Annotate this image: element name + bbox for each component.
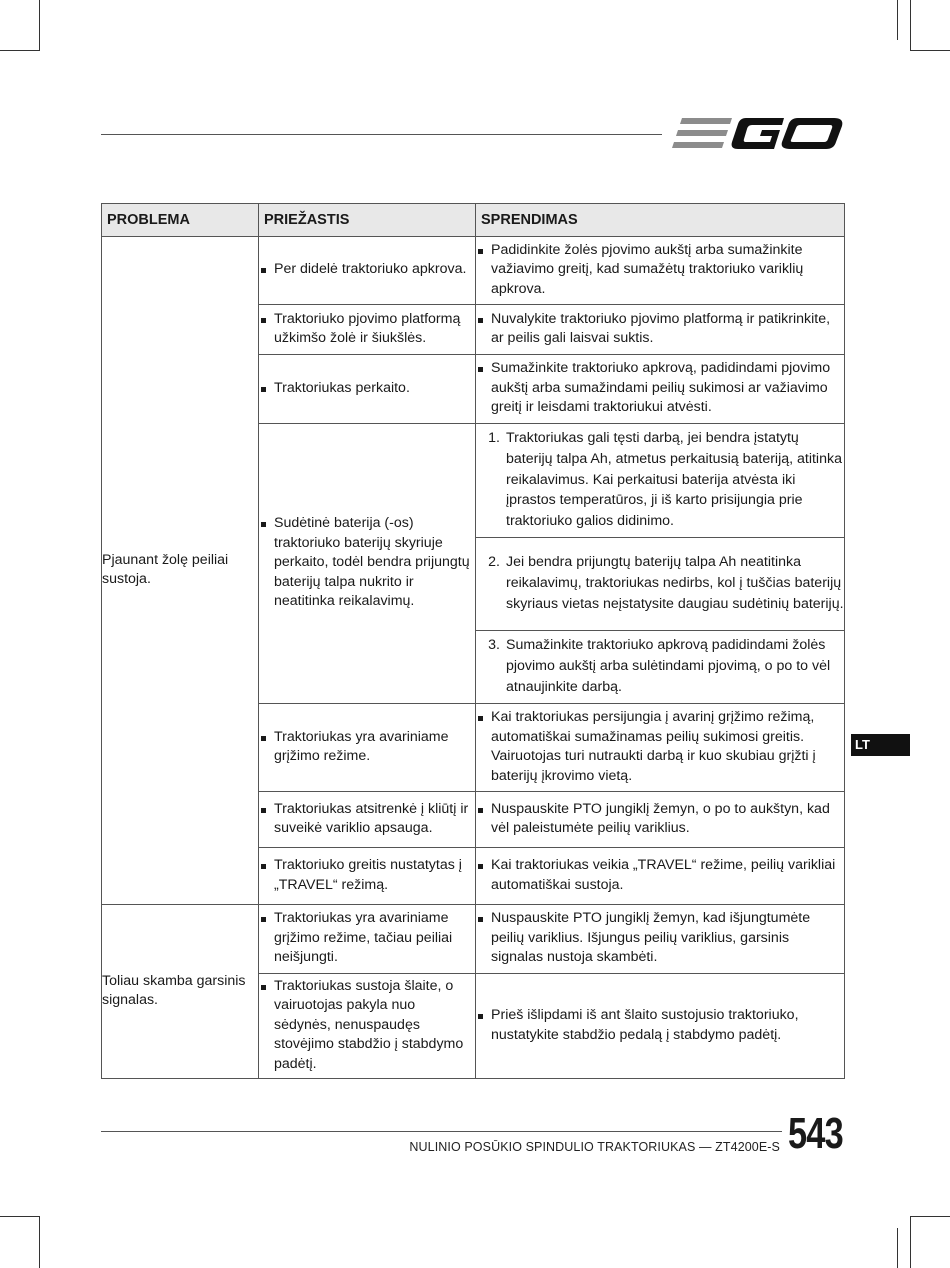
solution-cell: Padidinkite žolės pjovimo aukštį arba sumažinkite važiavimo greitį, kad sumažėtų traktoriuko variklių apkrova.: [476, 236, 845, 304]
cause-cell: Traktoriukas atsitrenkė į kliūtį ir suveikė variklio apsauga.: [259, 791, 476, 847]
crop-mark: [910, 1216, 911, 1268]
page-number: 543: [788, 1109, 843, 1158]
bullet-icon: [478, 808, 483, 813]
bullet-icon: [261, 808, 266, 813]
problem-cell: Toliau skamba garsinis signalas.: [102, 904, 259, 1078]
bullet-icon: [261, 268, 266, 273]
header-rule: [101, 134, 662, 135]
crop-mark: [0, 1216, 40, 1217]
cause-cell: Traktoriuko pjovimo platformą užkimšo žolė ir šiukšlės.: [259, 304, 476, 354]
crop-mark: [897, 1228, 898, 1268]
bullet-icon: [478, 249, 483, 254]
solution-cell: Nuspauskite PTO jungiklį žemyn, kad išjungtumėte peilių variklius. Išjungus peilių variklius, garsinis signalas nustoja skambėti.: [476, 904, 845, 973]
problem-cell: Pjaunant žolę peiliai sustoja.: [102, 236, 259, 904]
cause-cell: Traktoriukas yra avariniame grįžimo režime.: [259, 703, 476, 791]
table-row: [102, 904, 845, 973]
troubleshooting-table: [101, 203, 845, 1079]
bullet-icon: [478, 917, 483, 922]
ego-logo: [672, 112, 844, 156]
solution-cell: Kai traktoriukas veikia „TRAVEL“ režime, peilių varikliai automatiškai sustoja.: [476, 847, 845, 904]
language-tab: LT: [851, 734, 910, 756]
bullet-icon: [261, 864, 266, 869]
bullet-icon: [478, 716, 483, 721]
bullet-icon: [478, 864, 483, 869]
solution-cell: Nuvalykite traktoriuko pjovimo platformą ir patikrinkite, ar peilis gali laisvai suktis.: [476, 304, 845, 354]
table-header-row: [102, 204, 845, 237]
footer-rule: [101, 1131, 782, 1132]
bullet-icon: [261, 522, 266, 527]
crop-mark: [910, 0, 911, 50]
cause-cell: Sudėtinė baterija (-os) traktoriuko baterijų skyriuje perkaito, todėl bendra prijungtų baterijų talpa nukrito ir neatitinka reikalavimų.: [259, 423, 476, 703]
crop-mark: [910, 1216, 950, 1217]
cause-cell: Traktoriukas sustoja šlaite, o vairuotojas pakyla nuo sėdynės, nenuspaudęs stovėjimo stabdžio į stabdymo padėtį.: [259, 973, 476, 1078]
solution-cell: Nuspauskite PTO jungiklį žemyn, o po to aukštyn, kad vėl paleistumėte peilių variklius.: [476, 791, 845, 847]
bullet-icon: [478, 1014, 483, 1019]
bullet-icon: [261, 917, 266, 922]
bullet-icon: [261, 736, 266, 741]
crop-mark: [39, 0, 40, 50]
cause-cell: Per didelė traktoriuko apkrova.: [259, 236, 476, 304]
bullet-icon: [478, 318, 483, 323]
cause-cell: Traktoriuko greitis nustatytas į „TRAVEL“ režimą.: [259, 847, 476, 904]
bullet-icon: [478, 367, 483, 372]
solution-cell: Sumažinkite traktoriuko apkrovą, padidindami pjovimo aukštį arba sumažindami peilių sukimosi ar važiavimo greitį ir leisdami traktoriukui atvėsti.: [476, 354, 845, 423]
header-problem: PROBLEMA: [102, 204, 259, 237]
solution-cell: Prieš išlipdami iš ant šlaito sustojusio traktoriuko, nustatykite stabdžio pedalą į stabdymo padėtį.: [476, 973, 845, 1078]
cause-cell: Traktoriukas perkaito.: [259, 354, 476, 423]
bullet-icon: [261, 387, 266, 392]
crop-mark: [910, 50, 950, 51]
crop-mark: [897, 0, 898, 40]
crop-mark: [39, 1216, 40, 1268]
cause-cell: Traktoriukas yra avariniame grįžimo režime, tačiau peiliai neišjungti.: [259, 904, 476, 973]
solution-cell: 1. Traktoriukas gali tęsti darbą, jei bendra įstatytų baterijų talpa Ah, atmetus perkaitusią bateriją, atitinka reikalavimus. Kai perkaitusi baterija atvėsta iki įprastos temperatūros, ji iš karto prisijungia prie traktoriuko galios didinimo.: [476, 423, 845, 537]
header-solution: SPRENDIMAS: [476, 204, 845, 237]
solution-cell: 3. Sumažinkite traktoriuko apkrovą padidindami žolės pjovimo aukštį arba sulėtindami pjovimą, o po to vėl atnaujinkite darbą.: [476, 630, 845, 703]
crop-mark: [0, 50, 40, 51]
header-cause: PRIEŽASTIS: [259, 204, 476, 237]
table-row: [102, 236, 845, 304]
bullet-icon: [261, 985, 266, 990]
solution-cell: Kai traktoriukas persijungia į avarinį grįžimo režimą, automatiškai sumažinamas peilių sukimosi greitis. Vairuotojas turi nutraukti darbą ir kuo skubiau grįžti į baterijų įkrovimo vietą.: [476, 703, 845, 791]
solution-cell: 2. Jei bendra prijungtų baterijų talpa Ah neatitinka reikalavimų, traktoriukas nedirbs, kol į tuščias baterijų skyriaus vietas neįstatysite daugiau sudėtinių baterijų.: [476, 537, 845, 630]
footer-title: NULINIO POSŪKIO SPINDULIO TRAKTORIUKAS — ZT4200E-S: [409, 1140, 780, 1154]
bullet-icon: [261, 318, 266, 323]
